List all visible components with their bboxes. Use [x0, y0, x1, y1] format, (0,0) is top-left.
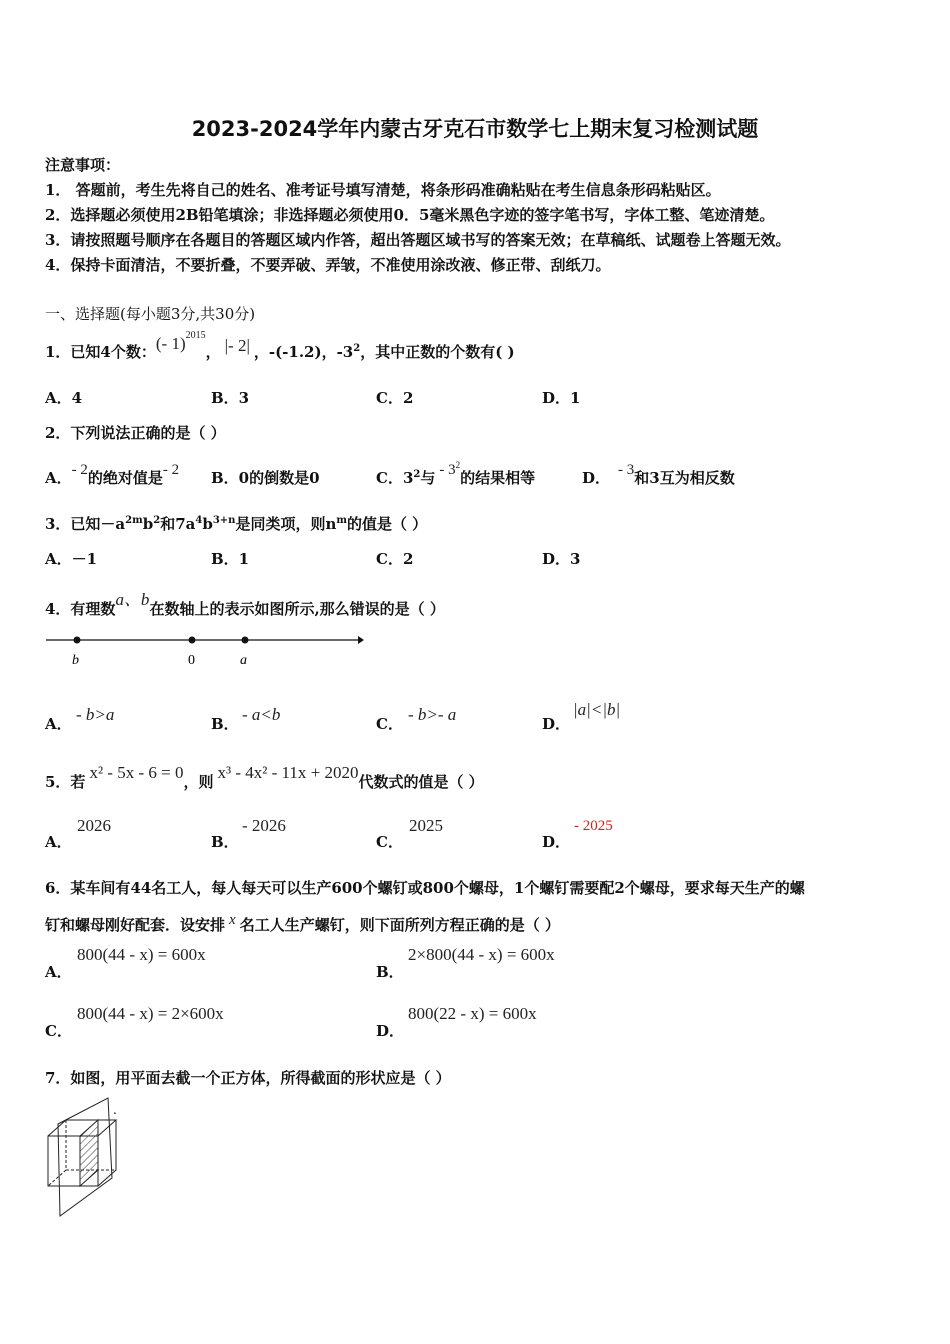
q6-line2b: 名工人生产螺钉，则下面所列方程正确的是（ ）	[239, 916, 560, 934]
q2-a-math2: - 2	[162, 462, 180, 478]
q2-a-text: 的绝对值是	[87, 469, 163, 487]
q5-option-c: 2025	[409, 816, 443, 835]
q6-option-d: 800(22 - x) = 600x	[408, 1004, 537, 1023]
q4-stem	[45, 590, 445, 619]
q1-prefix: 1．已知4个数：	[45, 343, 156, 361]
notice-item-1: 1． 答题前，考生先将自己的姓名、准考证号填写清楚，将条形码准确粘贴在考生信息条形码粘贴区。	[45, 181, 721, 199]
cube-cross-section	[80, 1120, 98, 1186]
q4-suffix: 在数轴上的表示如图所示,那么错误的是（ ）	[149, 600, 445, 618]
q4-ab: a、b	[115, 590, 150, 609]
q6-option-a-label: A．	[45, 963, 72, 981]
q4-option-b: - a<b	[242, 705, 281, 724]
q1-rest-exp: 2	[353, 343, 361, 354]
q1-option-b: B．3	[211, 389, 250, 407]
q6-var: x	[229, 912, 236, 928]
cube-hidden-edges	[48, 1120, 66, 1186]
section-heading: 一、选择题(每小题3分,共30分)	[45, 305, 256, 323]
q5-option-b: - 2026	[242, 816, 286, 835]
q1-math-abs: |- 2|	[224, 336, 250, 355]
q4-option-d-label: D．	[542, 715, 571, 733]
q2-option-a	[45, 462, 180, 488]
q2-c-b: 与	[420, 469, 436, 487]
q1-option-a: A．4	[45, 389, 83, 407]
number-line-figure	[40, 628, 370, 670]
q1-stem	[45, 330, 515, 362]
q5-option-c-label: C．	[376, 833, 403, 851]
q2-c-c: 的结果相等	[460, 469, 536, 487]
notice-item-4: 4．保持卡面清洁，不要折叠，不要弄破、弄皱，不准使用涂改液、修正带、刮纸刀。	[45, 256, 611, 274]
number-line-label-a: a	[240, 653, 247, 668]
notice-item-3: 3．请按照题号顺序在各题目的答题区域内作答，超出答题区域书写的答案无效；在草稿纸、试题卷上答题无效。	[45, 231, 791, 249]
q6-line-1: 6．某车间有44名工人，每人每天可以生产600个螺钉或800个螺母，1个螺钉需要配2个螺母，要求每天生产的螺	[45, 879, 805, 897]
q6-option-d-label: D．	[376, 1022, 405, 1040]
cube-section-figure	[40, 1092, 130, 1222]
q2-a-label: A．	[45, 469, 72, 487]
number-line-label-b: b	[72, 653, 79, 668]
number-line-point-b	[74, 637, 81, 644]
figure-dot: .	[113, 1103, 117, 1117]
q5-prefix: 5．若	[45, 773, 86, 791]
q5-expression: x³ - 4x² - 11x + 2020	[217, 763, 359, 782]
q3-option-d: D．3	[542, 550, 581, 568]
q2-c-exp: 2	[413, 469, 421, 480]
q1-rest-b: ，其中正数的个数有( )	[360, 343, 515, 361]
number-line-point-0	[189, 637, 196, 644]
q5-option-d-label: D．	[542, 833, 571, 851]
q4-option-a-label: A．	[45, 715, 72, 733]
q5-suffix: 代数式的值是（ ）	[358, 773, 484, 791]
q5-stem	[45, 763, 484, 792]
q5-equation: x² - 5x - 6 = 0	[89, 763, 184, 782]
number-line-arrow	[358, 636, 364, 644]
q4-option-c: - b>- a	[408, 705, 457, 724]
q4-prefix: 4．有理数	[45, 600, 116, 618]
q2-option-c	[376, 460, 536, 488]
q3-option-b: B．1	[211, 550, 250, 568]
q2-d-text: 和3互为相反数	[634, 469, 735, 487]
q6-line-2	[45, 914, 560, 935]
q4-option-d: |a|<|b|	[573, 700, 621, 719]
q2-a-math1: - 2	[71, 462, 88, 478]
q1-rest-a: ，-(-1.2)，-3	[253, 343, 354, 361]
q2-stem: 2．下列说法正确的是（ ）	[45, 424, 226, 442]
q6-option-b: 2×800(44 - x) = 600x	[408, 945, 555, 964]
q2-d-label: D．	[582, 469, 611, 487]
q1-sep: ，	[205, 343, 221, 361]
number-line-label-0: 0	[188, 653, 195, 668]
q5-option-b-label: B．	[211, 833, 239, 851]
q5-option-d: - 2025	[574, 818, 613, 834]
q2-option-d	[582, 462, 735, 488]
q2-d-math: - 3	[618, 462, 635, 478]
q5-mid: ，则	[183, 773, 214, 791]
number-line-point-a	[242, 637, 249, 644]
q4-option-a: - b>a	[76, 705, 115, 724]
q4-option-b-label: B．	[211, 715, 239, 733]
q1-math-power: (- 1)$^{2015}$	[155, 330, 206, 353]
q6-option-c-label: C．	[45, 1022, 72, 1040]
notice-heading: 注意事项：	[45, 156, 121, 174]
q4-option-c-label: C．	[376, 715, 403, 733]
q3-option-a: A．－1	[45, 550, 98, 568]
q7-stem: 7．如图，用平面去截一个正方体，所得截面的形状应是（ ）	[45, 1069, 451, 1087]
cube-right-face	[98, 1120, 116, 1186]
q2-c-math: - $3^2$	[439, 460, 461, 478]
q6-option-b-label: B．	[376, 963, 404, 981]
q2-option-b: B．0的倒数是0	[211, 469, 320, 487]
q3-option-c: C．2	[376, 550, 414, 568]
q5-option-a-label: A．	[45, 833, 72, 851]
q6-option-a: 800(44 - x) = 600x	[77, 945, 206, 964]
q6-option-c: 800(44 - x) = 2×600x	[77, 1004, 224, 1023]
q3-stem: 3．已知$-a^{2m}b^2$和$7a^4b^{3+n}$是同类项，则$n^m$的值是（ ）	[45, 515, 428, 533]
q1-option-c: C．2	[376, 389, 414, 407]
notice-item-2: 2．选择题必须使用2B铅笔填涂；非选择题必须使用0．5毫米黑色字迹的签字笔书写，字体工整、笔迹清楚。	[45, 206, 775, 224]
q6-line2a: 钉和螺母刚好配套．设安排	[45, 916, 226, 934]
page-title: 2023-2024学年内蒙古牙克石市数学七上期末复习检测试题	[191, 117, 759, 141]
q5-option-a: 2026	[77, 816, 111, 835]
q1-option-d: D．1	[542, 389, 581, 407]
q2-c-a: C．3	[376, 469, 414, 487]
